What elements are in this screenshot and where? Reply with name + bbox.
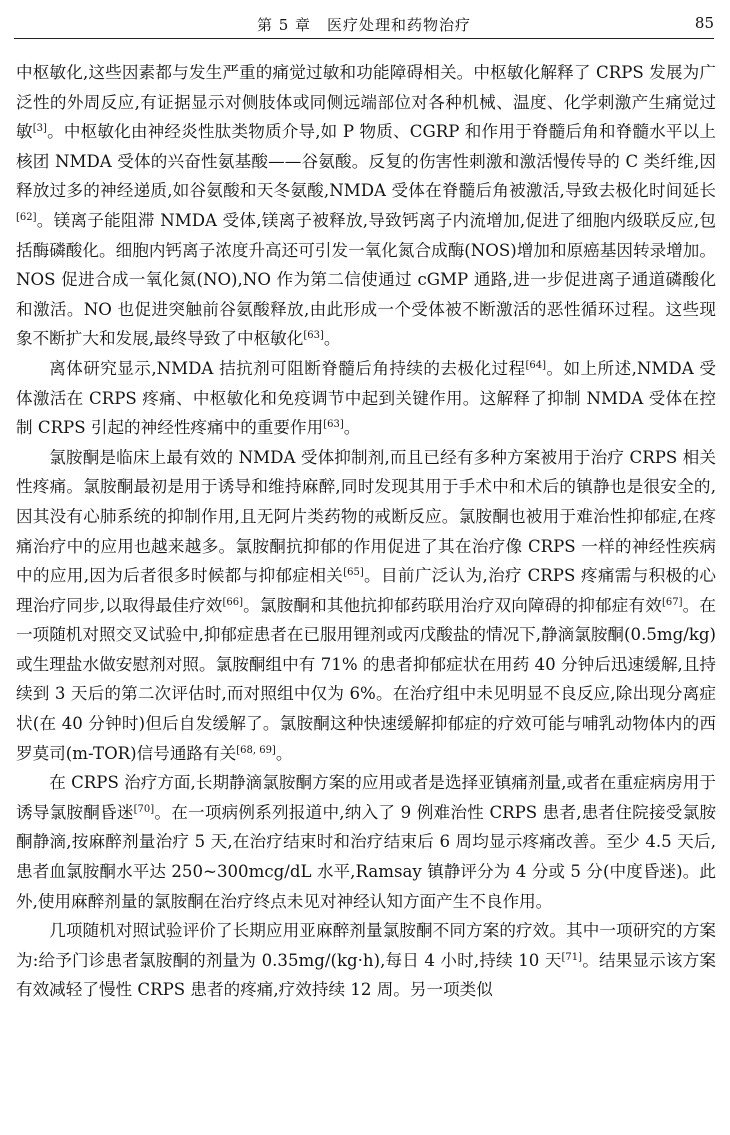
citation-ref: [63] xyxy=(323,419,344,431)
paragraph-text: 。中枢敏化由神经炎性肽类物质介导,如 P 物质、CGRP 和作用于脊髓后角和脊髓水平以上核团 NMDA 受体的兴奋性氨基酸——谷氨酸。反复的伤害性刺激和激活慢传导的 C 类纤维,因释放过多的神经递质,如谷氨酸和天冬氨酸,NMDA 受体在脊髓后角被激活,导致去极化时间延长 xyxy=(16,122,717,201)
citation-ref: [67] xyxy=(661,596,683,608)
paragraph-p3 xyxy=(16,443,716,769)
paragraph-p1 xyxy=(16,58,716,354)
paragraph-text: 。 xyxy=(323,329,341,349)
paragraph-text: 离体研究显示,NMDA 拮抗剂可阻断脊髓后角持续的去极化过程 xyxy=(49,358,526,378)
citation-ref: [70] xyxy=(133,803,155,815)
citation-ref: [71] xyxy=(561,951,583,963)
paragraph-text: 中枢敏化,这些因素都与发生严重的痛觉过敏和功能障碍相关。中枢敏化解释了 CRPS 发展为广泛性的外周反应,有证据显示对侧肢体或同侧远端部位对各种机械、温度、化学刺激产生痛觉过敏 xyxy=(16,63,716,142)
paragraph-text: 。在一项病例系列报道中,纳入了 9 例难治性 CRPS 患者,患者住院接受氯胺酮静滴,按麻醉剂量治疗 5 天,在治疗结束时和治疗结束后 6 周均显示疼痛改善。至少 4.5 天后,患者血氯胺酮水平达 250~300mcg/dL 水平,Ramsay 镇静评分为 4 分或 5 分(中度昏迷)。此外,使用麻醉剂量的氯胺酮在治疗终点未见对神经认知方面产生不良作用。 xyxy=(16,802,716,911)
citation-ref: [63] xyxy=(303,330,324,342)
paragraph-text: 。 xyxy=(275,743,293,763)
running-header xyxy=(14,8,714,39)
paragraph-p4 xyxy=(16,768,716,916)
citation-ref: [62] xyxy=(16,211,37,223)
paragraph-text: 。在一项随机对照交叉试验中,抑郁症患者在已服用锂剂或丙戊酸盐的情况下,静滴氯胺酮(0.5mg/kg)或生理盐水做安慰剂对照。氯胺酮组中有 71% 的患者抑郁症状在用药 40 分钟后迅速缓解,且持续到 3 天后的第二次评估时,而对照组中仅为 6%。在治疗组中未见明显不良反应,除出现分离症状(在 40 分钟时)但后自发缓解了。氯胺酮这种快速缓解抑郁症的疗效可能与哺乳动物体内的西罗莫司(m-TOR)信号通路有关 xyxy=(16,595,717,763)
citation-ref: [3] xyxy=(32,123,47,135)
page-number: 85 xyxy=(694,14,714,32)
paragraph-text: 。 xyxy=(343,418,361,438)
body-text xyxy=(16,58,716,1005)
paragraph-text: 。如上所述,NMDA 受体激活在 CRPS 疼痛、中枢敏化和免疫调节中起到关键作用。这解释了抑制 NMDA 受体在控制 CRPS 引起的神经性疼痛中的重要作用 xyxy=(16,358,716,438)
citation-ref: [66] xyxy=(222,596,243,608)
citation-ref: [65] xyxy=(343,567,364,579)
paragraph-text: 。镁离子能阻滞 NMDA 受体,镁离子被释放,导致钙离子内流增加,促进了细胞内级联反应,包括酶磷酸化。细胞内钙离子浓度升高还可引发一氧化氮合成酶(NOS)增加和原癌基因转录增加。NOS 促进合成一氧化氮(NO),NO 作为第二信使通过 cGMP 通路,进一步促进离子通道磷酸化和激活。NO 也促进突触前谷氨酸释放,由此形成一个受体被不断激活的恶性循环过程。这些现象不断扩大和发展,最终导致了中枢敏化 xyxy=(16,210,716,349)
chapter-title: 第 5 章 医疗处理和药物治疗 xyxy=(256,16,472,34)
paragraph-p2 xyxy=(16,354,716,443)
paragraph-text: 几项随机对照试验评价了长期应用亚麻醉剂量氯胺酮不同方案的疗效。其中一项研究的方案为:给予门诊患者氯胺酮的剂量为 0.35mg/(kg·h),每日 4 小时,持续 10 天 xyxy=(16,921,716,970)
citation-ref: [68, 69] xyxy=(236,744,276,756)
paragraph-p5 xyxy=(16,916,716,1005)
paragraph-text: 。目前广泛认为,治疗 CRPS 疼痛需与积极的心理治疗同步,以取得最佳疗效 xyxy=(16,566,716,615)
citation-ref: [64] xyxy=(525,359,547,371)
paragraph-text: 。结果显示该方案有效减轻了慢性 CRPS 患者的疼痛,疗效持续 12 周。另一项类似 xyxy=(16,950,717,1000)
paragraph-text: 氯胺酮是临床上最有效的 NMDA 受体抑制剂,而且已经有多种方案被用于治疗 CRPS 相关性疼痛。氯胺酮最初是用于诱导和维持麻醉,同时发现其用于手术中和术后的镇静也是很安全的,因其没有心肺系统的抑制作用,且无阿片类药物的戒断反应。氯胺酮也被用于难治性抑郁症,在疼痛治疗中的应用也越来越多。氯胺酮抗抑郁的作用促进了其在治疗像 CRPS 一样的神经性疾病中的应用,因为后者很多时候都与抑郁症相关 xyxy=(16,447,716,586)
paragraph-text: 。氯胺酮和其他抗抑郁药联用治疗双向障碍的抑郁症有效 xyxy=(243,595,662,615)
paragraph-text: 在 CRPS 治疗方面,长期静滴氯胺酮方案的应用或者是选择亚镇痛剂量,或者在重症病房用于诱导氯胺酮昏迷 xyxy=(16,773,716,822)
